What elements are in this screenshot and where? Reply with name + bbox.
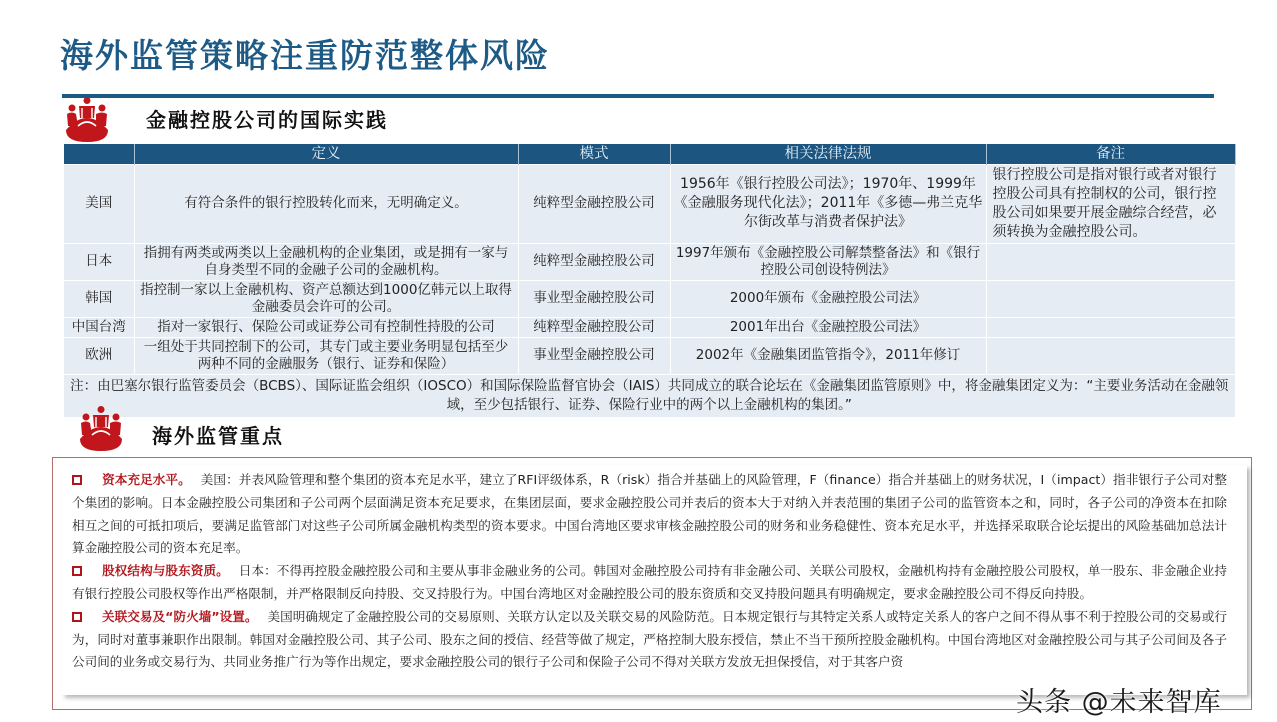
- square-bullet-icon: [72, 475, 82, 485]
- point-ownership-structure: [72, 560, 1227, 606]
- team-people-icon: [64, 96, 110, 142]
- table-row: [64, 337, 1235, 374]
- section-heading-overseas-focus: 海外监管重点: [152, 424, 284, 448]
- page-title: 海外监管策略注重防范整体风险: [60, 36, 550, 75]
- watermark: 头条 @未来智库: [1016, 687, 1222, 718]
- cell-definition: 指拥有两类或两类以上金融机构的企业集团，或是拥有一家与自身类型不同的金融子公司的金融机构。: [134, 243, 518, 280]
- cell-region: 美国: [64, 164, 134, 243]
- table-note-row: [64, 374, 1235, 417]
- square-bullet-icon: [72, 612, 82, 622]
- point-body: 日本：不得再控股金融控股公司和主要从事非金融业务的公司。韩国对金融控股公司持有非金融公司、关联公司股权，金融机构持有金融控股公司股权，单一股东、非金融企业持有银行控股公司股权等作出严格限制，并严格限制反向持股、交叉持股行为。中国台湾地区对金融控股公司的股东资质和交叉持股问题具有明确规定，要求金融控股公司不得反向持股。: [72, 563, 1228, 601]
- header-laws: 相关法律法规: [670, 144, 986, 164]
- table-header-row: [64, 144, 1235, 164]
- point-title: 关联交易及“防火墙”设置。: [102, 608, 258, 624]
- cell-laws: 1956年《银行控股公司法》；1970年、1999年《金融服务现代化法》；2011年《多德—弗兰克华尔街改革与消费者保护法》: [670, 164, 986, 243]
- cell-region: 中国台湾: [64, 317, 134, 337]
- square-bullet-icon: [72, 566, 82, 576]
- cell-region: 日本: [64, 243, 134, 280]
- table-row: [64, 243, 1235, 280]
- cell-mode: 纯粹型金融控股公司: [518, 164, 670, 243]
- key-points-list: [72, 469, 1227, 674]
- cell-remark: [986, 337, 1235, 374]
- cell-mode: 事业型金融控股公司: [518, 337, 670, 374]
- cell-laws: 2002年《金融集团监管指令》，2011年修订: [670, 337, 986, 374]
- point-title: 股权结构与股东资质。: [102, 563, 229, 579]
- point-body: 美国：并表风险管理和整个集团的资本充足水平，建立了RFI评级体系，R（risk）指合并基础上的风险管理，F（finance）指合并基础上的财务状况，I（impact）指非银行子公司对整个集团的影响。日本金融控股公司集团和子公司两个层面满足资本充足要求，在集团层面，要求金融控股公司并表后的资本大于对纳入并表范围的集团子公司的监管资本之和，同时，各子公司的净资本在扣除相互之间的可抵扣项后，要满足监管部门对这些子公司所属金融机构类型的资本要求。中国台湾地区要求审核金融控股公司的财务和业务稳健性、资本充足水平，并选择采取联合论坛提出的风险基础加总法计算金融控股公司的资本充足率。: [72, 472, 1227, 556]
- section-heading-international-practice: 金融控股公司的国际实践: [146, 108, 388, 132]
- header-definition: 定义: [134, 144, 518, 164]
- cell-definition: 指对一家银行、保险公司或证券公司有控制性持股的公司: [134, 317, 518, 337]
- table-row: [64, 317, 1235, 337]
- cell-mode: 事业型金融控股公司: [518, 280, 670, 317]
- point-body: 美国明确规定了金融控股公司的交易原则、关联方认定以及关联交易的风险防范。日本规定银行与其特定关系人或特定关系人的客户之间不得从事不利于控股公司的交易或行为，同时对董事兼职作出限制。韩国对金融控股公司、其子公司、股东之间的授信、经营等做了规定，严格控制大股东授信，禁止不当干预所控股金融机构。中国台湾地区对金融控股公司与其子公司间及各子公司间的业务或交易行为、共同业务推广行为等作出规定，要求金融控股公司的银行子公司和保险子公司不得对关联方发放无担保授信，对于其客户资: [72, 608, 1227, 670]
- header-remark: 备注: [986, 144, 1235, 164]
- cell-laws: 2001年出台《金融控股公司法》: [670, 317, 986, 337]
- point-related-transactions: [72, 606, 1227, 674]
- table-row: [64, 280, 1235, 317]
- cell-definition: 指控制一家以上金融机构、资产总额达到1000亿韩元以上取得金融委员会许可的公司。: [134, 280, 518, 317]
- cell-laws: 1997年颁布《金融控股公司解禁整备法》和《银行控股公司创设特例法》: [670, 243, 986, 280]
- table-note: 注：由巴塞尔银行监管委员会（BCBS）、国际证监会组织（IOSCO）和国际保险监督官协会（IAIS）共同成立的联合论坛在《金融集团监管原则》中，将金融集团定义为：“主要业务活动在金融领域，至少包括银行、证券、保险行业中的两个以上金融机构的集团。”: [64, 374, 1235, 417]
- cell-remark: [986, 243, 1235, 280]
- header-region: [64, 144, 134, 164]
- point-title: 资本充足水平。: [102, 472, 191, 487]
- table-row: [64, 164, 1235, 243]
- title-divider: [62, 94, 1214, 98]
- cell-region: 韩国: [64, 280, 134, 317]
- point-capital-adequacy: [72, 469, 1227, 560]
- cell-mode: 纯粹型金融控股公司: [518, 243, 670, 280]
- cell-definition: 有符合条件的银行控股转化而来，无明确定义。: [134, 164, 518, 243]
- cell-remark: 银行控股公司是指对银行或者对银行控股公司具有控制权的公司，银行控股公司如果要开展金融综合经营，必须转换为金融控股公司。: [986, 164, 1235, 243]
- team-people-icon: [78, 405, 124, 451]
- cell-mode: 纯粹型金融控股公司: [518, 317, 670, 337]
- international-practice-table: [64, 144, 1236, 417]
- header-mode: 模式: [518, 144, 670, 164]
- cell-region: 欧洲: [64, 337, 134, 374]
- cell-remark: [986, 280, 1235, 317]
- cell-laws: 2000年颁布《金融控股公司法》: [670, 280, 986, 317]
- cell-remark: [986, 317, 1235, 337]
- cell-definition: 一组处于共同控制下的公司，其专门或主要业务明显包括至少两种不同的金融服务（银行、证券和保险）: [134, 337, 518, 374]
